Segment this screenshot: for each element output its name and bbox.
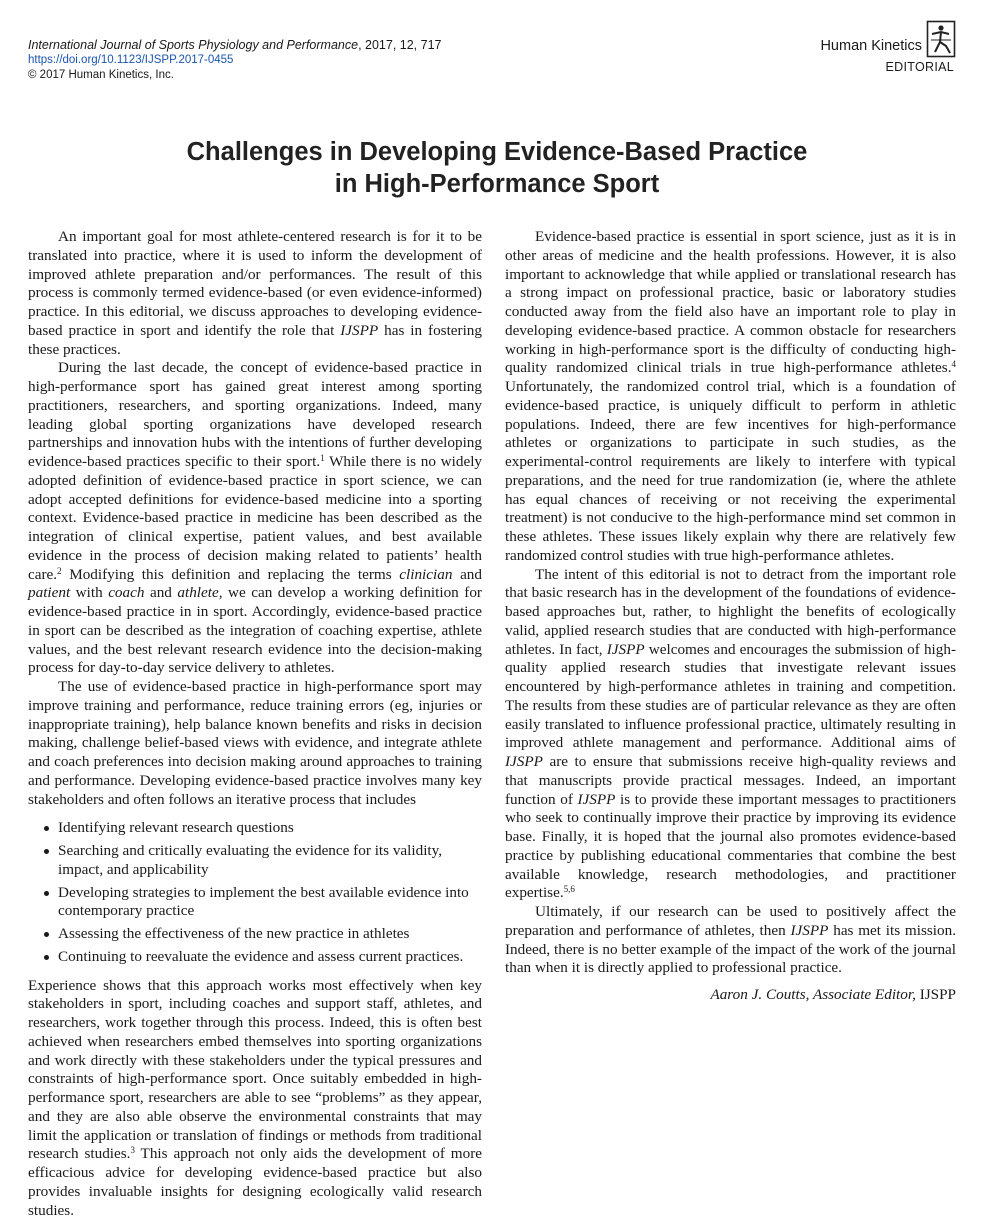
list-item: Continuing to reevaluate the evidence and assess current practices. — [28, 948, 482, 967]
list-item: Identifying relevant research questions — [28, 819, 482, 838]
human-kinetics-logo-icon — [926, 20, 956, 58]
article-title — [60, 136, 934, 200]
paragraph-4: Experience shows that this approach works most effectively when key stakeholders in sport, including coaches and support staff, athletes, and researchers, work together through this process. Indeed, this is often best achieved when researchers embed themselves into sporting organizations and work directly with these stakeholders under the typical pressures and constraints of high-performance sport. Once suitably embedded in high-performance sport, researchers are able to see “problems” as they appear, and they are also able observe the environmental constraints that may limit the application or translation of findings or methods from traditional research studies.$^3$ This approach not only aids the development of more efficacious advice for developing evidence-based practice but also provides invaluable insights for designing ecologically valid research studies. — [28, 977, 482, 1220]
publisher-name: Human Kinetics — [820, 38, 922, 54]
author-name: Aaron J. Coutts, Associate Editor, — [710, 986, 915, 1003]
title-line-2: in High-Performance Sport — [60, 168, 934, 200]
list-item: Assessing the effectiveness of the new practice in athletes — [28, 925, 482, 944]
paragraph-7: Ultimately, if our research can be used to positively affect the preparation and performance of athletes, then IJSPP has met its mission. Indeed, there is no better example of the impact of the work of the journal than when it is directly applied to professional practice. — [505, 903, 956, 978]
paragraph-5: Evidence-based practice is essential in sport science, just as it is in other areas of medicine and the health professions. However, it is also important to acknowledge that while applied or translational research has a strong impact on professional practice, basic or laboratory studies conducted away from the field also have an important role to play in developing evidence-based practice. A common obstacle for researchers working in high-performance sport is the difficulty of conducting high-quality randomized clinical trials in true high-performance athletes.$^4$ Unfortunately, the randomized control trial, which is a foundation of evidence-based practice, is uniquely difficult to perform in athletic populations. Indeed, there are few incentives for high-performance athletes or organizations to participate in such studies, as the experimental-control requirements are likely to interfere with typical preparations, and the need for true randomization (ie, where the athlete has equal chances of receiving or not receiving the experimental treatment) is not conducive to the high-performance mind set common in these athletes. These issues likely explain why there are relatively few randomized control studies with true high-performance athletes. — [505, 228, 956, 566]
reference-5-6: 5,6 — [564, 884, 575, 894]
paragraph-2: During the last decade, the concept of evidence-based practice in high-performance sport has gained great interest among sporting practitioners, researchers, and sporting organizations. Indeed, many leading global sporting organizations have developed research partnerships and innovation hubs with the intentions of further developing evidence-based practices specific to their sport.$^1$ While there is no widely adopted definition of evidence-based practice in sport science, we can adopt accepted definitions for evidence-based medicine into a sporting context. Evidence-based practice in medicine has been described as the integration of clinical expertise, patient values, and best available evidence in the process of decision making related to patients’ health care.$^2$ Modifying this definition and replacing the terms clinician and patient with coach and athlete, we can develop a working definition for evidence-based practice in in sport. Accordingly, evidence-based practice in sport can be described as the integration of coaching expertise, athlete values, and the best relevant research evidence into the decision-making process for day-to-day service delivery to athletes. — [28, 359, 482, 678]
signature-journal: IJSPP — [920, 986, 956, 1003]
journal-abbrev: IJSPP — [340, 322, 378, 339]
reference-1: 1 — [320, 453, 325, 463]
list-item: Searching and critically evaluating the evidence for its validity, impact, and applicability — [28, 842, 482, 880]
copyright: © 2017 Human Kinetics, Inc. — [28, 68, 968, 83]
reference-2: 2 — [57, 566, 62, 576]
section-label: EDITORIAL — [820, 60, 954, 74]
process-list — [28, 819, 482, 966]
journal-name: International Journal of Sports Physiology and Performance — [28, 38, 358, 52]
citation-volume: , 2017, 12, 717 — [358, 38, 441, 52]
reference-3: 3 — [130, 1145, 135, 1155]
paragraph-1: An important goal for most athlete-centered research is for it to be translated into practice, where it is used to inform the development of improved athlete preparation and/or performances. The result of this process is commonly termed evidence-based (or even evidence-informed) practice. In this editorial, we discuss approaches to developing evidence-based practice in sport and identify the role that IJSPP has in fostering these practices. — [28, 228, 482, 359]
publisher-block — [820, 20, 956, 74]
right-column — [505, 228, 956, 1005]
page-header — [28, 38, 968, 88]
paragraph-6: The intent of this editorial is not to detract from the important role that basic research has in the development of the foundations of evidence-based approaches but, rather, to highlight the benefits of ecologically valid, applied research studies that are conducted with high-performance athletes. In fact, IJSPP welcomes and encourages the submission of high-quality applied research studies that investigate relevant issues encountered by high-performance athletes in training and competition. The results from these studies are of particular relevance as they are often easily translated to influence professional practice, ultimately resulting in improved athlete management and performance. Additional aims of IJSPP are to ensure that submissions receive high-quality reviews and that manuscripts provide practical messages. Indeed, an important function of IJSPP is to provide these important messages to practitioners who seek to continually improve their practice by improving its evidence base. Finally, it is hoped that the journal also promotes evidence-based practice by publishing educational commentaries that combine the best available knowledge, research methodologies, and practitioner expertise.$^{5,6}$ — [505, 566, 956, 904]
list-item: Developing strategies to implement the best available evidence into contemporary practice — [28, 884, 482, 922]
title-line-1: Challenges in Developing Evidence-Based Practice — [60, 136, 934, 168]
paragraph-3: The use of evidence-based practice in high-performance sport may improve training and performance, reduce training errors (eg, injuries or inappropriate training), help balance known benefits and risks in decision making, challenge belief-based views with evidence, and integrate athlete and coach preferences into decision making around approaches to training and performance. Developing evidence-based practice involves many key stakeholders and often follows an iterative process that includes — [28, 678, 482, 809]
reference-4: 4 — [952, 359, 957, 369]
left-column — [28, 228, 482, 1220]
author-signature — [505, 986, 956, 1005]
doi-link[interactable]: https://doi.org/10.1123/IJSPP.2017-0455 — [28, 53, 968, 68]
